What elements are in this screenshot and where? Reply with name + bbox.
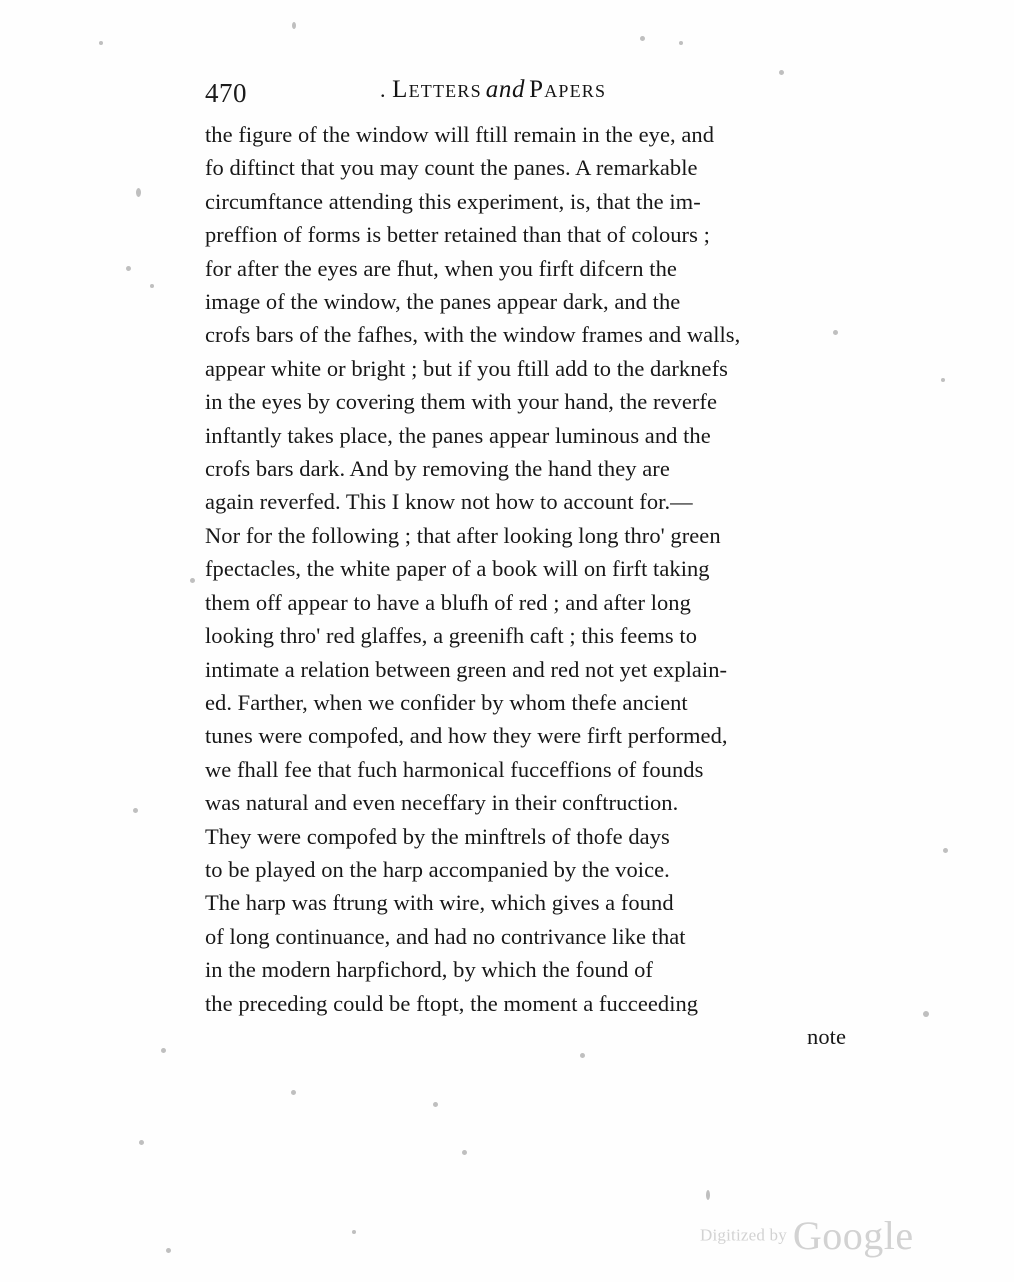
scan-speck xyxy=(779,70,784,75)
scan-speck xyxy=(580,1053,585,1058)
scan-speck xyxy=(706,1190,710,1200)
scan-speck xyxy=(139,1140,144,1145)
text-line: preffion of forms is better retained than that of colours ; xyxy=(205,222,710,248)
running-head-dot: . xyxy=(380,77,387,102)
text-line: appear white or bright ; but if you ftill add to the darknefs xyxy=(205,355,728,381)
text-line: again reverfed. This I know not how to account for.— xyxy=(205,489,693,515)
text-line: inftantly takes place, the panes appear luminous and the xyxy=(205,422,711,448)
text-line: was natural and even neceffary in their conftruction. xyxy=(205,790,679,816)
scan-speck xyxy=(133,808,138,813)
text-line: in the eyes by covering them with your hand, the reverfe xyxy=(205,389,718,415)
text-line: fo diftinct that you may count the panes. A remarkable xyxy=(205,155,698,181)
text-line: ed. Farther, when we confider by whom thefe ancient xyxy=(205,689,688,715)
page-number: 470 xyxy=(205,78,247,108)
text-line: of long continuance, and had no contrivance like that xyxy=(205,923,686,949)
watermark-prefix: Digitized by xyxy=(700,1225,787,1245)
text-line: tunes were compofed, and how they were firft performed, xyxy=(205,723,728,749)
text-line: in the modern harpfichord, by which the found of xyxy=(205,957,653,983)
scan-speck xyxy=(99,41,103,45)
text-line: Nor for the following ; that after looking long thro' green xyxy=(205,522,721,548)
text-line: circumftance attending this experiment, is, that the im- xyxy=(205,188,701,214)
text-line: for after the eyes are fhut, when you firft difcern the xyxy=(205,255,677,281)
scan-speck xyxy=(943,848,948,853)
text-line: the figure of the window will ftill remain in the eye, and xyxy=(205,122,715,147)
running-head-italic: and xyxy=(485,76,526,103)
watermark-brand: Google xyxy=(792,1213,914,1258)
catchword: note xyxy=(807,1023,846,1049)
running-head xyxy=(380,76,606,104)
scan-speck xyxy=(433,1102,438,1107)
running-head-first: Letters xyxy=(392,76,482,103)
text-line: fpectacles, the white paper of a book will on firft taking xyxy=(205,556,710,582)
scan-speck xyxy=(462,1150,467,1155)
running-head-second: Papers xyxy=(529,76,607,103)
scan-speck xyxy=(166,1248,171,1253)
text-line: crofs bars of the fafhes, with the window frames and walls, xyxy=(205,322,741,348)
text-line: image of the window, the panes appear dark, and the xyxy=(205,289,681,315)
scan-speck xyxy=(292,22,296,29)
digitized-by-google-watermark xyxy=(700,1212,914,1259)
scan-speck xyxy=(679,41,683,45)
scan-speck xyxy=(941,378,945,382)
text-line: They were compofed by the minftrels of thofe days xyxy=(205,823,670,849)
text-line: the preceding could be ftopt, the moment a fucceeding xyxy=(205,990,699,1016)
scan-speck xyxy=(161,1048,166,1053)
scan-speck xyxy=(352,1230,356,1234)
scan-speck xyxy=(126,266,131,271)
scan-speck xyxy=(136,188,141,197)
text-line: we fhall fee that fuch harmonical fucceffions of founds xyxy=(205,756,704,782)
text-line: intimate a relation between green and red not yet explain- xyxy=(205,656,728,682)
body-text xyxy=(205,118,850,1053)
scan-speck xyxy=(190,578,195,583)
text-line: to be played on the harp accompanied by the voice. xyxy=(205,856,670,882)
scan-speck xyxy=(150,284,154,288)
text-line: looking thro' red glaffes, a greenifh caft ; this feems to xyxy=(205,623,698,649)
text-line: them off appear to have a blufh of red ; and after long xyxy=(205,589,691,615)
scan-speck xyxy=(640,36,645,41)
text-line: The harp was ftrung with wire, which gives a found xyxy=(205,890,674,916)
scan-speck xyxy=(291,1090,296,1095)
scan-speck xyxy=(923,1011,929,1017)
text-line: crofs bars dark. And by removing the hand they are xyxy=(205,456,670,482)
